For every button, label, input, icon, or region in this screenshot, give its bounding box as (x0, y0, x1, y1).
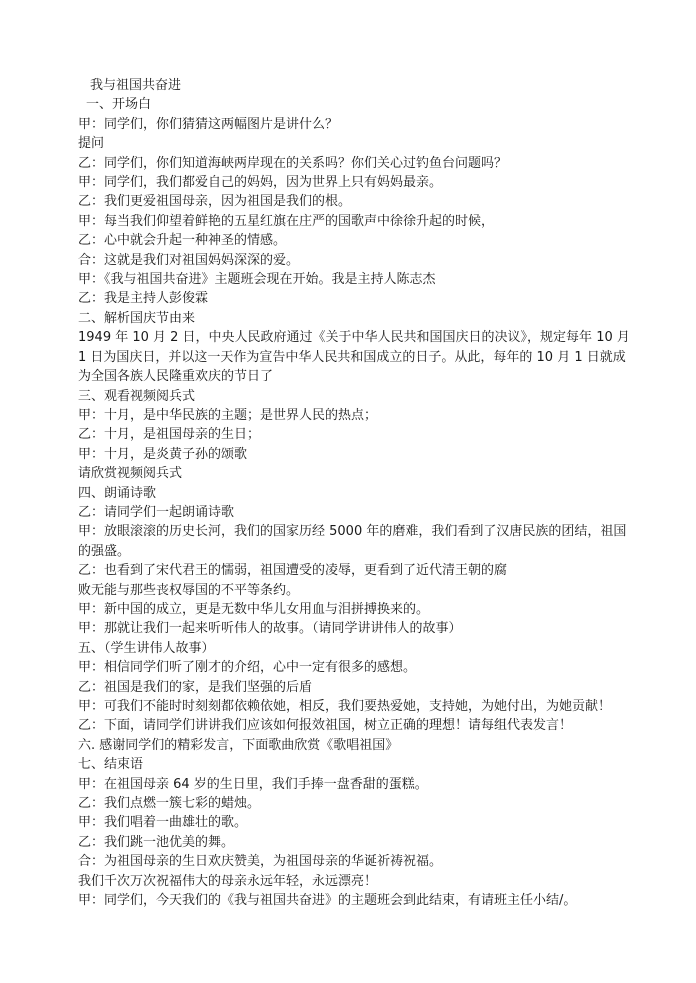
document-title: 我与祖国共奋进 (90, 78, 182, 93)
dialogue-line: 甲：十月，是中华民族的主题；是世界人民的热点； (78, 407, 378, 423)
dialogue-line: 合：为祖国母亲的生日欢庆赞美，为祖国母亲的华诞祈祷祝福。 (78, 854, 443, 870)
dialogue-line: 乙：请同学们一起朗诵诗歌 (78, 504, 235, 520)
dialogue-line: 甲：十月，是炎黄子孙的颂歌 (78, 446, 248, 462)
paragraph: 1949 年 10 月 2 日，中央人民政府通过《关于中华人民共和国国庆日的决议》，规定每年 10 月 1 日为国庆日，并以这一天作为宣告中华人民共和国成立的日子。从此，每年的 10 月 1 日就成为全国各族人民隆重欢庆的节日了 (78, 330, 630, 385)
dialogue-line: 败无能与那些丧权辱国的不平等条约。 (78, 582, 300, 598)
section-heading: 四、朗诵诗歌 (78, 485, 157, 501)
dialogue-line: 乙：祖国是我们的家，是我们坚强的后盾 (78, 679, 313, 695)
section-heading: 三、观看视频阅兵式 (78, 388, 196, 404)
dialogue-line: 甲：新中国的成立，更是无数中华儿女用血与泪拼搏换来的。 (78, 601, 430, 617)
dialogue-line: 乙：十月，是祖国母亲的生日； (78, 427, 261, 443)
stage-note: 请欣赏视频阅兵式 (78, 466, 183, 482)
dialogue-line: 甲：在祖国母亲 64 岁的生日里，我们手捧一盘香甜的蛋糕。 (78, 776, 428, 792)
dialogue-line: 乙：我们跳一池优美的舞。 (78, 834, 235, 850)
section-heading: 六. 感谢同学们的精彩发言，下面歌曲欣赏《歌唱祖国》 (78, 737, 399, 753)
dialogue-line: 乙：同学们，你们知道海峡两岸现在的关系吗？你们关心过钓鱼台问题吗？ (78, 155, 508, 171)
dialogue-line: 甲：那就让我们一起来听听伟人的故事。（请同学讲讲伟人的故事） (78, 621, 462, 637)
dialogue-line: 合：这就是我们对祖国妈妈深深的爱。 (78, 252, 300, 268)
dialogue-line: 乙：我们更爱祖国母亲，因为祖国是我们的根。 (78, 194, 352, 210)
dialogue-line: 乙：我是主持人彭俊霖 (78, 291, 209, 307)
dialogue-line: 乙：我们点燃一簇七彩的蜡烛。 (78, 796, 261, 812)
dialogue-line: 乙：下面，请同学们讲讲我们应该如何报效祖国，树立正确的理想！请每组代表发言！ (78, 718, 573, 734)
dialogue-line: 甲：同学们，今天我们的《我与祖国共奋进》的主题班会到此结束，有请班主任小结/。 (78, 893, 577, 909)
section-heading: 一、开场白 (86, 97, 152, 113)
dialogue-line: 甲：相信同学们听了刚才的介绍，心中一定有很多的感想。 (78, 660, 417, 676)
dialogue-line: 甲：同学们，我们都爱自己的妈妈，因为世界上只有妈妈最亲。 (78, 175, 443, 191)
section-heading: 五、（学生讲伟人故事） (78, 640, 215, 656)
dialogue-line: 甲：可我们不能时时刻刻都依赖依她，相反，我们要热爱她，支持她，为她付出，为她贡献！ (78, 699, 612, 714)
dialogue-line: 我们千次万次祝福伟大的母亲永远年轻，永远漂亮！ (78, 873, 378, 889)
dialogue-line: 甲：每当我们仰望着鲜艳的五星红旗在庄严的国歌声中徐徐升起的时候， (78, 213, 495, 229)
dialogue-line: 乙：心中就会升起一种神圣的情感。 (78, 233, 287, 249)
dialogue-line: 甲：《我与祖国共奋进》主题班会现在开始。我是主持人陈志杰 (78, 272, 436, 288)
document-page (78, 76, 638, 910)
stage-note: 提问 (78, 136, 105, 152)
dialogue-line: 甲：我们唱着一曲雄壮的歌。 (78, 815, 248, 831)
dialogue-line: 甲：放眼滚滚的历史长河，我们的国家历经 5000 年的磨难，我们看到了汉唐民族的团结，祖国的强盛。 (78, 524, 627, 559)
dialogue-line: 乙：也看到了宋代君王的懦弱，祖国遭受的凌辱，更看到了近代清王朝的腐 (78, 563, 508, 579)
section-heading: 二、解析国庆节由来 (78, 310, 196, 326)
section-heading: 七、结束语 (78, 757, 144, 773)
dialogue-line: 甲：同学们，你们猜猜这两幅图片是讲什么？ (78, 116, 339, 132)
